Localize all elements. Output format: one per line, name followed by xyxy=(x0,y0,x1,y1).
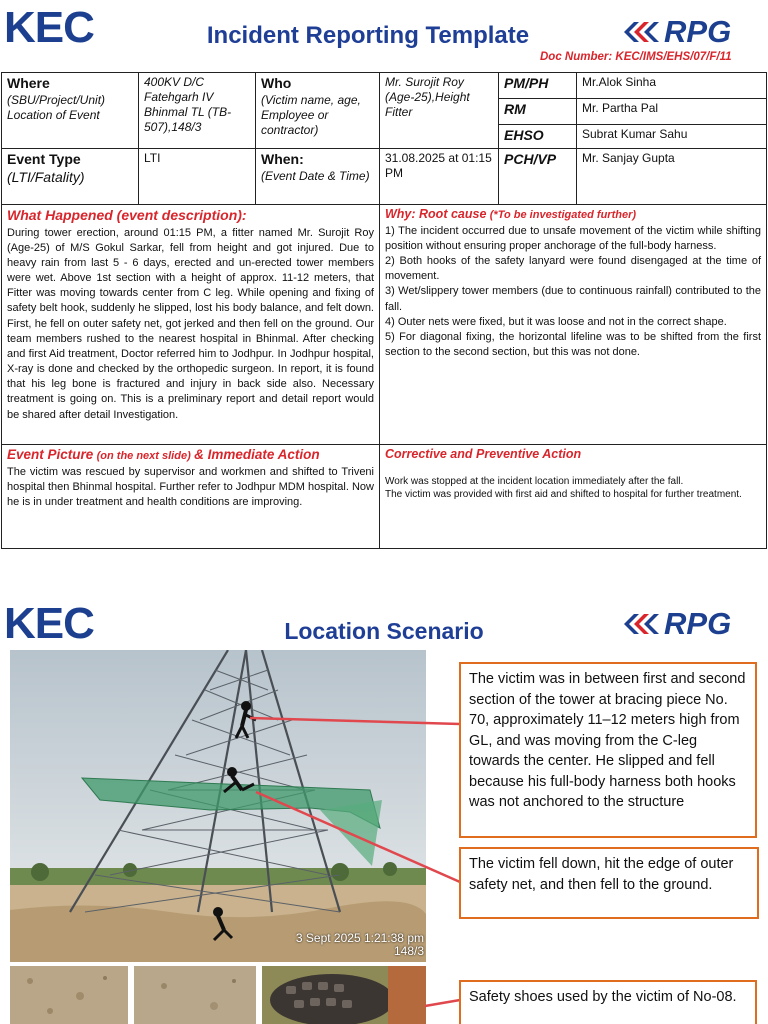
what-happened-heading: What Happened (event description): xyxy=(7,207,247,223)
root-cause-point: 1) The incident occurred due to unsafe movement of the victim while shifting position without ensuring proper anchorage of the full-body harness. xyxy=(385,224,761,252)
rpg-chevron-icon xyxy=(622,19,662,45)
event-picture-note: (on the next slide) xyxy=(96,450,191,462)
pointer-line-2 xyxy=(256,792,460,882)
callout-safety-shoes: Safety shoes used by the victim of No-08. xyxy=(459,980,757,1024)
capa-heading: Corrective and Preventive Action xyxy=(385,447,582,461)
when-value: 31.08.2025 at 01:15 PM xyxy=(380,149,499,205)
when-sub: (Event Date & Time) xyxy=(261,168,370,183)
event-type-value: LTI xyxy=(139,149,256,205)
role-ehso: EHSO xyxy=(499,125,577,149)
name-pm: Mr.Alok Sinha xyxy=(577,73,767,99)
event-picture-cell xyxy=(2,445,380,549)
rpg-logo xyxy=(622,14,731,50)
who-sub: (Victim name, age, Employee or contractor) xyxy=(261,92,361,137)
where-value: 400KV D/C Fatehgarh IV Bhinmal TL (TB-507),148/3 xyxy=(139,73,256,149)
photo-location-stamp: 148/3 xyxy=(393,943,424,958)
location-scenario-slide xyxy=(0,596,768,1024)
incident-table xyxy=(1,72,767,549)
name-ehso: Subrat Kumar Sahu xyxy=(577,125,767,149)
rpg-logo-text: RPG xyxy=(664,606,732,641)
where-label-cell xyxy=(2,73,139,149)
who-value: Mr. Surojit Roy (Age-25),Height Fitter xyxy=(380,73,499,149)
who-label-cell xyxy=(256,73,380,149)
when-label: When: xyxy=(261,151,304,167)
kec-logo-text: KEC xyxy=(4,599,94,648)
photo-date-stamp: 3 Sept 2025 1:21:38 pm xyxy=(295,930,424,945)
root-cause-note: (*To be investigated further) xyxy=(489,209,637,221)
report-title: Incident Reporting Template xyxy=(206,22,530,49)
capa-text: Work was stopped at the incident location immediately after the fall. xyxy=(385,475,684,487)
rpg-logo-text: RPG xyxy=(664,14,732,49)
root-cause-cell xyxy=(380,205,767,445)
root-cause-point: 3) Wet/slippery tower members (due to continuous rainfall) contributed to the fall. xyxy=(385,285,761,313)
role-rm: RM xyxy=(499,99,577,125)
name-pch: Mr. Sanjay Gupta xyxy=(577,149,767,205)
pointer-line-3 xyxy=(425,1000,460,1006)
capa-cell xyxy=(380,445,767,549)
who-label: Who xyxy=(261,75,292,91)
callout-fall-sequence: The victim fell down, hit the edge of outer safety net, and then fell to the ground. xyxy=(459,847,759,919)
callout-victim-position: The victim was in between first and second section of the tower at bracing piece No. 70, approximately 11–12 meters high from GL, and was moving from the C-leg towards the center. He slipped and fell because his full-body harness both hooks was not anchored to the structure xyxy=(459,662,757,838)
what-happened-cell xyxy=(2,205,380,445)
root-cause-heading: Why: Root cause xyxy=(385,207,487,221)
event-type-sub: (LTI/Fatality) xyxy=(7,168,85,185)
what-happened-text: During tower erection, around 01:15 PM, a fitter named Mr. Surojit Roy (Age-25) of M/S Gokul Sarkar, fell from height and got injured. Due to heavy rain from last 5 - 6 days, erected and un-erected tower members were wet. Above 1st section with a height of approx. 11-12 meters, that Fitter was moving towards center from C leg. While opening and fixing of safety belt hook, suddenly he slipped, lost his body balance, and felt down. First, he fell on outer safety net, got jerked and then fell on the ground. Our team members rushed to the nearest hospital in Bhinmal. After checking and first Aid treatment, Doctor referred him to Jodhpur. In Jodhpur hospital, X-ray is done and checked by the orthopedic surgeon. In report, it is found that his leg bone is fractured and injury in back side also. Necessary treatment is going on. This is a preliminary report and detail report would be shared after detail Investigation. xyxy=(7,226,374,421)
event-type-label: Event Type xyxy=(7,151,81,167)
name-rm: Mr. Partha Pal xyxy=(577,99,767,125)
role-pch: PCH/VP xyxy=(499,149,577,205)
when-label-cell xyxy=(256,149,380,205)
immediate-action-text: The victim was rescued by supervisor and workmen and shifted to Triveni hospital then Bhinmal hospital. Further refer to Jodhpur MDM hospital. Now he is in under treatment and health conditions are improving. xyxy=(7,465,374,509)
kec-logo-text: KEC xyxy=(4,3,94,52)
event-picture-heading: Event Picture xyxy=(7,447,94,462)
immediate-action-heading: & Immediate Action xyxy=(194,447,320,462)
root-cause-point: 2) Both hooks of the safety lanyard were found disengaged at the time of movement. xyxy=(385,255,761,283)
where-label: Where xyxy=(7,75,50,91)
event-type-label-cell xyxy=(2,149,139,205)
kec-logo xyxy=(4,4,94,52)
role-pm: PM/PH xyxy=(499,73,577,99)
location-title: Location Scenario xyxy=(284,618,484,644)
root-cause-point: 5) For diagonal fixing, the horizontal lifeline was to be shifted from the first section to the second section, but this was not done. xyxy=(385,330,761,359)
doc-number: Doc Number: KEC/IMS/EHS/07/F/11 xyxy=(540,51,732,63)
where-sub: (SBU/Project/Unit) Location of Event xyxy=(7,92,106,122)
capa-text: The victim was provided with first aid and shifted to hospital for further treatment. xyxy=(385,489,742,501)
root-cause-point: 4) Outer nets were fixed, but it was loose and not in the correct shape. xyxy=(385,315,727,328)
pointer-line-1 xyxy=(250,718,460,724)
